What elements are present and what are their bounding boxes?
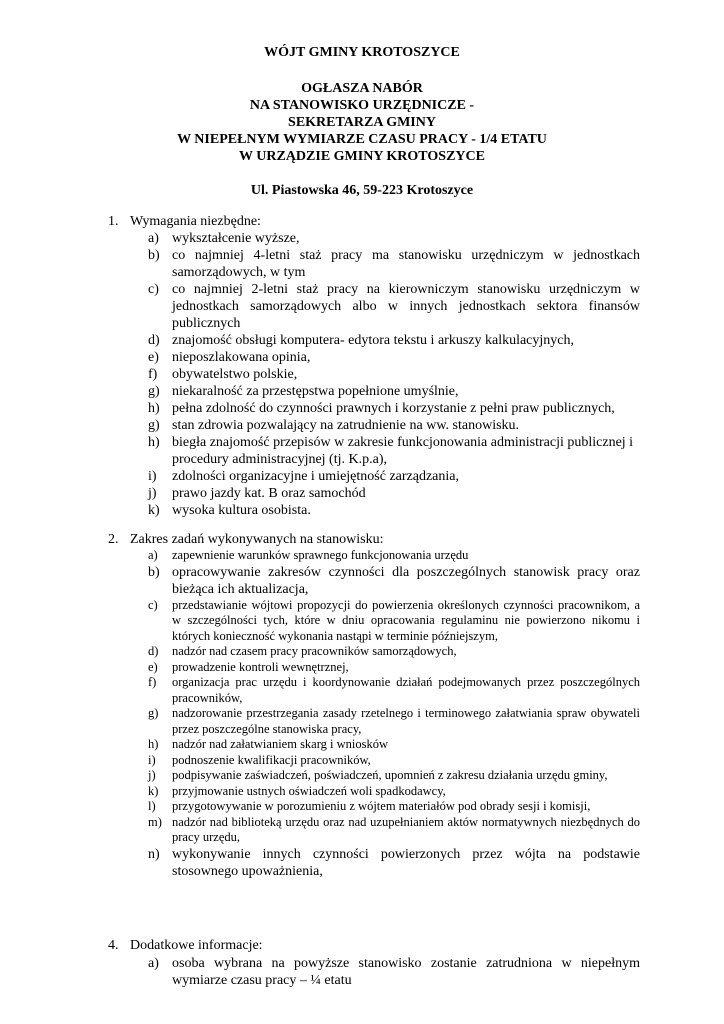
list-item <box>148 706 640 737</box>
work-time-line: W NIEPEŁNYM WYMIARZE CZASU PRACY - 1/4 ETATU <box>177 132 547 147</box>
item-text: pełna zdolność do czynności prawnych i korzystanie z pełni praw publicznych, <box>172 401 615 416</box>
list-item <box>148 598 640 645</box>
section-4-heading <box>108 937 668 954</box>
list-item <box>148 799 640 815</box>
section-1-title: Wymagania niezbędne: <box>130 214 261 229</box>
list-item <box>148 281 640 332</box>
item-letter: g) <box>148 384 160 399</box>
item-text: nadzór nad biblioteką urzędu oraz nad uzupełnianiem aktów normatywnych niezbędnych do pracy urzędu, <box>172 814 640 844</box>
item-letter: g) <box>148 418 160 433</box>
item-text: nadzór nad załatwianiem skarg i wniosków <box>172 737 389 751</box>
list-item <box>148 349 640 366</box>
list-item <box>148 468 640 485</box>
additional-info-list <box>148 955 640 989</box>
item-text: biegła znajomość przepisów w zakresie funkcjonowania administracji publicznej i procedury administracyjnej (tj. K.p.a), <box>172 435 634 467</box>
item-letter: m) <box>148 814 162 829</box>
item-letter: l) <box>148 799 156 813</box>
item-letter: d) <box>148 644 159 658</box>
item-text: wykształcenie wyższe, <box>172 231 300 246</box>
item-text: nadzór nad czasem pracy pracowników samorządowych, <box>172 644 457 658</box>
office-line: W URZĄDZIE GMINY KROTOSZYCE <box>239 149 485 164</box>
item-letter: e) <box>148 350 159 365</box>
item-text: wysoka kultura osobista. <box>172 503 311 518</box>
item-letter: h) <box>148 401 160 416</box>
section-1-heading <box>108 213 668 230</box>
item-letter: i) <box>148 752 156 767</box>
item-letter: h) <box>148 737 159 751</box>
item-letter: c) <box>148 282 159 297</box>
list-item <box>148 737 640 753</box>
list-item <box>148 644 640 660</box>
item-letter: j) <box>148 486 157 501</box>
item-letter: f) <box>148 367 158 382</box>
item-text: osoba wybrana na powyższe stanowisko zostanie zatrudniona w niepełnym wymiarze czasu pracy – ¼ etatu <box>172 956 640 988</box>
item-text: niekaralność za przestępstwa popełnione umyślnie, <box>172 384 459 399</box>
item-letter: k) <box>148 503 160 518</box>
item-text: zdolności organizacyjne i umiejętność zarządzania, <box>172 469 459 484</box>
list-item <box>148 230 640 247</box>
item-letter: d) <box>148 333 160 348</box>
item-letter: c) <box>148 597 158 612</box>
item-letter: h) <box>148 435 160 450</box>
item-text: obywatelstwo polskie, <box>172 367 298 382</box>
item-text: opracowywanie zakresów czynności dla poszczególnych stanowisk pracy oraz bieżąca ich aktualizacja, <box>172 564 640 597</box>
item-letter: k) <box>148 783 159 798</box>
section-4-number: 4. <box>108 938 119 953</box>
list-item <box>148 502 640 519</box>
item-text: zapewnienie warunków sprawnego funkcjonowania urzędu <box>172 548 469 562</box>
item-text: stan zdrowia pozwalający na zatrudnienie na ww. stanowisku. <box>172 418 520 433</box>
item-text: wykonywanie innych czynności powierzonych przez wójta na podstawie stosownego upoważnienia, <box>172 846 640 879</box>
item-text: nieposzlakowana opinia, <box>172 350 311 365</box>
list-item <box>148 417 640 434</box>
announcement-line: OGŁASZA NABÓR <box>301 81 423 96</box>
list-item <box>148 955 640 989</box>
item-text: co najmniej 4-letni staż pracy ma stanowisku urzędniczym w jednostkach samorządowych, w tym <box>172 248 640 280</box>
list-item <box>148 753 640 769</box>
item-letter: a) <box>148 231 159 246</box>
item-text: podnoszenie kwalifikacji pracowników, <box>172 752 371 767</box>
item-text: co najmniej 2-letni staż pracy na kierowniczym stanowisku urzędniczym w jednostkach samorządowych albo w innych jednostkach sektora finansów publicznych <box>172 282 640 331</box>
list-item <box>148 660 640 676</box>
item-letter: b) <box>148 248 160 263</box>
section-2-heading <box>108 531 668 548</box>
item-text: znajomość obsługi komputera- edytora tekstu i arkuszy kalkulacyjnych, <box>172 333 575 348</box>
item-letter: f) <box>148 675 157 689</box>
section-1-number: 1. <box>108 214 119 229</box>
item-text: podpisywanie zaświadczeń, poświadczeń, upomnień z zakresu działania urzędu gminy, <box>172 768 608 782</box>
section-4-title: Dodatkowe informacje: <box>130 938 263 953</box>
item-text: przygotowywanie w porozumieniu z wójtem materiałów pod obrady sesji i komisji, <box>172 799 591 813</box>
document-title: WÓJT GMINY KROTOSZYCE <box>264 45 460 60</box>
office-address: Ul. Piastowska 46, 59-223 Krotoszyce <box>250 183 474 198</box>
list-item <box>148 564 640 598</box>
list-item <box>148 434 640 468</box>
duties-list <box>148 548 640 880</box>
list-item <box>148 815 640 846</box>
item-text: nadzorowanie przestrzegania zasady rzetelnego i terminowego załatwiania spraw obywateli przez poszczególne stanowiska pracy, <box>172 706 640 736</box>
item-text: przedstawianie wójtowi propozycji do powierzenia określonych czynności pracownikom, a w szczególności tych, które w dniu opracowania regulaminu nie powierzono nikomu i których konieczność wykonania nastąpi w terminie późniejszym, <box>172 597 640 643</box>
item-text: przyjmowanie ustnych oświadczeń woli spadkodawcy, <box>172 783 446 798</box>
item-letter: a) <box>148 548 158 562</box>
requirements-list <box>148 230 640 519</box>
item-letter: b) <box>148 564 160 580</box>
position-line: NA STANOWISKO URZĘDNICZE - <box>249 98 475 113</box>
item-letter: i) <box>148 469 157 484</box>
item-letter: j) <box>148 768 156 782</box>
section-2-title: Zakres zadań wykonywanych na stanowisku: <box>130 532 384 547</box>
list-item <box>148 247 640 281</box>
position-title: SEKRETARZA GMINY <box>288 115 436 130</box>
item-letter: g) <box>148 706 159 720</box>
item-text: prowadzenie kontroli wewnętrznej, <box>172 659 349 674</box>
list-item <box>148 548 640 564</box>
section-2-number: 2. <box>108 532 119 547</box>
item-text: prawo jazdy kat. B oraz samochód <box>172 486 366 501</box>
list-item <box>148 675 640 706</box>
item-text: organizacja prac urzędu i koordynowanie działań podejmowanych przez poszczególnych pracowników, <box>172 675 640 705</box>
list-item <box>148 400 640 417</box>
list-item <box>148 383 640 400</box>
item-letter: e) <box>148 659 158 674</box>
list-item <box>148 332 640 349</box>
list-item <box>148 846 640 880</box>
list-item <box>148 768 640 784</box>
item-letter: a) <box>148 956 159 971</box>
list-item <box>148 784 640 800</box>
list-item <box>148 366 640 383</box>
list-item <box>148 485 640 502</box>
item-letter: n) <box>148 846 160 862</box>
